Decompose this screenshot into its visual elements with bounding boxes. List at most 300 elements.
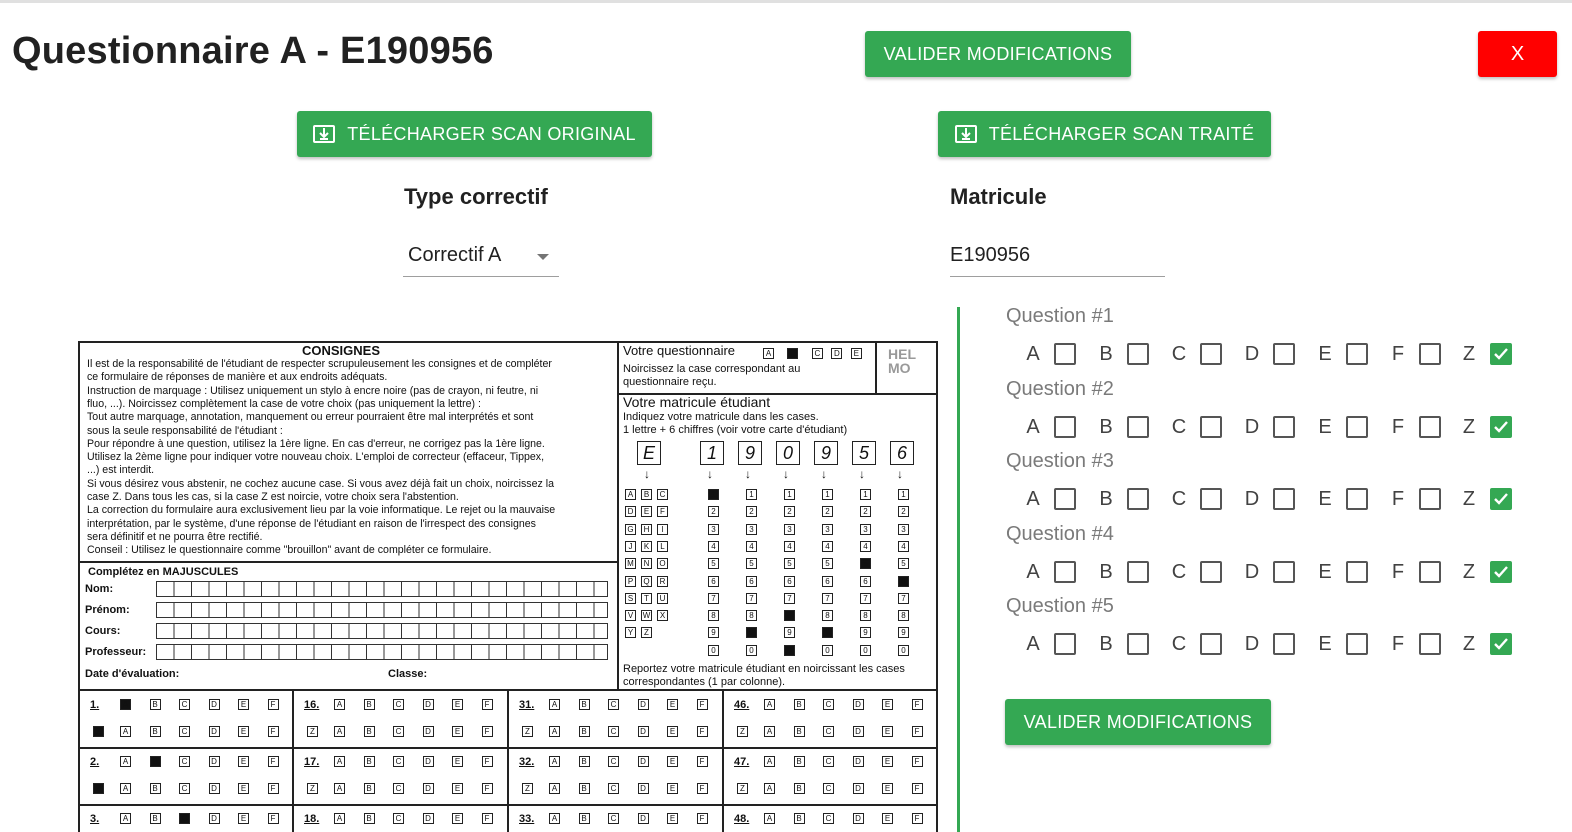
arrow-down-icon: ↓: [821, 467, 827, 481]
scan-digit-box: 1: [708, 489, 719, 500]
scan-digit-box: 8: [860, 610, 871, 621]
scan-answer-box: C: [179, 756, 190, 767]
scan-consignes-line: Utilisez la 2ème ligne pour indiquer votre nouveau choix. L'emploi de correcteur (effaceur, Tippex,: [87, 451, 545, 464]
scan-answer-box: A: [120, 699, 131, 710]
scan-answer-box: B: [364, 783, 375, 794]
scan-digit-box: 0: [860, 645, 871, 656]
scan-answer-box: A: [549, 813, 560, 824]
scan-digit-box: 5: [746, 558, 757, 569]
scan-answer-box: E: [882, 783, 893, 794]
scan-answer-box: F: [268, 726, 279, 737]
scan-answer-box: D: [638, 699, 649, 710]
scan-letter-box: H: [641, 524, 652, 535]
questions-divider: [957, 307, 960, 832]
validate-button-bottom[interactable]: VALIDER MODIFICATIONS: [1005, 699, 1271, 745]
scan-answer-box: C: [393, 783, 404, 794]
scan-answer-box: C: [608, 726, 619, 737]
scan-answer-box: B: [579, 813, 590, 824]
scan-question-number: 18.: [304, 813, 320, 825]
scan-answer-box: E: [667, 699, 678, 710]
option-checkbox[interactable]: [1200, 488, 1222, 510]
scan-digit-box: 5: [898, 558, 909, 569]
download-icon: [955, 124, 977, 144]
scan-digit-box: 1: [784, 489, 795, 500]
scan-answer-box: F: [697, 756, 708, 767]
scan-box: C: [812, 348, 823, 359]
validate-button-top[interactable]: VALIDER MODIFICATIONS: [865, 31, 1131, 77]
close-button[interactable]: X: [1478, 31, 1557, 77]
option-checkbox[interactable]: [1127, 633, 1149, 655]
option-checkbox[interactable]: [1127, 561, 1149, 583]
scan-letter-box: E: [641, 506, 652, 517]
scan-letter-box: R: [657, 576, 668, 587]
scan-digit-box: 9: [860, 627, 871, 638]
scan-letter-box: M: [625, 558, 636, 569]
scan-digit-box: 3: [898, 524, 909, 535]
option-checkbox[interactable]: [1346, 633, 1368, 655]
scan-digit-box: 0: [746, 645, 757, 656]
scan-answer-box: B: [794, 756, 805, 767]
scan-answer-box: F: [912, 783, 923, 794]
option-z: [1460, 487, 1532, 513]
scan-answer-box: F: [912, 699, 923, 710]
check-icon: [1493, 491, 1509, 507]
option-checkbox[interactable]: [1346, 561, 1368, 583]
scan-digit-box: 2: [860, 506, 871, 517]
option-letter: Z: [1462, 488, 1476, 510]
option-letter: A: [1026, 560, 1040, 583]
scan-digit-box: 3: [746, 524, 757, 535]
option-letter: C: [1171, 488, 1187, 510]
scan-answer-box: E: [882, 699, 893, 710]
option-checkbox[interactable]: [1200, 416, 1222, 438]
scan-letter-box: B: [641, 489, 652, 500]
scan-answer-box-z: Z: [307, 726, 318, 737]
scan-answer-box: F: [697, 783, 708, 794]
option-checkbox[interactable]: [1419, 561, 1441, 583]
scan-answer-box: D: [209, 699, 220, 710]
scan-answer-box: C: [608, 756, 619, 767]
arrow-down-icon: ↓: [897, 467, 903, 481]
scan-matricule-hint-2: 1 lettre + 6 chiffres (voir votre carte d'étudiant): [623, 424, 848, 436]
option-letter: A: [1026, 633, 1040, 655]
scan-answer-box: F: [482, 726, 493, 737]
scan-answer-box: D: [423, 756, 434, 767]
top-divider: [0, 0, 1572, 3]
scan-digit-box: 1: [860, 489, 871, 500]
check-icon: [1493, 346, 1509, 362]
option-checkbox[interactable]: [1346, 343, 1368, 365]
option-checkbox[interactable]: [1419, 416, 1441, 438]
option-checkbox[interactable]: [1273, 416, 1295, 438]
option-e: [1316, 415, 1388, 441]
scan-answer-box: C: [823, 756, 834, 767]
option-checkbox[interactable]: [1200, 343, 1222, 365]
option-z: [1460, 632, 1532, 658]
scan-field-label: Nom:: [85, 583, 114, 595]
scan-answer-box: D: [209, 756, 220, 767]
option-checkbox[interactable]: [1490, 416, 1512, 438]
scan-digit-box: 6: [822, 576, 833, 587]
option-checkbox[interactable]: [1490, 633, 1512, 655]
scan-digit-box: 8: [898, 610, 909, 621]
scan-answer-box: C: [823, 726, 834, 737]
scan-digit-box: 6: [784, 576, 795, 587]
option-checkbox[interactable]: [1490, 561, 1512, 583]
scan-digit-box: 3: [708, 524, 719, 535]
option-letter: F: [1391, 560, 1405, 583]
scan-answer-box: A: [120, 783, 131, 794]
check-icon: [1493, 636, 1509, 652]
option-checkbox[interactable]: [1419, 343, 1441, 365]
scan-questionnaire-hint-1: Noircissez la case correspondant au: [623, 363, 801, 375]
scan-digit-box: 3: [784, 524, 795, 535]
question-label: Question #3: [1006, 450, 1114, 472]
scan-digit-box: 1: [898, 489, 909, 500]
option-checkbox[interactable]: [1346, 488, 1368, 510]
scan-digit-box: 9: [898, 627, 909, 638]
arrow-down-icon: ↓: [745, 467, 751, 481]
arrow-down-icon: ↓: [783, 467, 789, 481]
matricule-input[interactable]: [950, 236, 1165, 277]
scan-letter-box: N: [641, 558, 652, 569]
scan-answer-box: A: [120, 756, 131, 767]
option-letter: E: [1318, 488, 1332, 510]
option-letter: B: [1099, 343, 1113, 365]
option-checkbox[interactable]: [1346, 416, 1368, 438]
scan-answer-box: D: [853, 699, 864, 710]
correctif-selected-value: Correctif A: [408, 244, 502, 266]
scan-answer-box: B: [150, 699, 161, 710]
scan-answer-box: A: [120, 813, 131, 824]
option-z: [1460, 560, 1532, 586]
scan-answer-box: A: [120, 726, 131, 737]
option-letter: E: [1318, 560, 1332, 583]
scan-answer-box: D: [209, 783, 220, 794]
scan-field-boxes: [156, 581, 608, 597]
check-icon: [1493, 564, 1509, 580]
scan-answer-box: F: [482, 756, 493, 767]
scan-letter-box: K: [641, 541, 652, 552]
scan-digit-box: 2: [784, 506, 795, 517]
scan-completez: Complétez en MAJUSCULES: [88, 566, 239, 578]
scan-answer-box: F: [697, 726, 708, 737]
question-label: Question #2: [1006, 377, 1114, 400]
option-letter: C: [1171, 633, 1187, 655]
scan-digit-box: 2: [708, 506, 719, 517]
scan-letter-box: F: [657, 506, 668, 517]
scan-answer-box: F: [268, 813, 279, 824]
arrow-down-icon: ↓: [707, 467, 713, 481]
scan-field-label: Cours:: [85, 625, 121, 637]
option-letter: A: [1026, 488, 1040, 510]
scan-answer-box: F: [912, 726, 923, 737]
download-processed-button[interactable]: [938, 111, 1271, 157]
scan-answer-box: D: [853, 726, 864, 737]
option-letter: Z: [1462, 415, 1476, 438]
option-a: [1024, 487, 1096, 513]
scan-question-number: 46.: [734, 699, 750, 711]
option-z: [1460, 342, 1532, 368]
scan-answer-box: A: [334, 756, 345, 767]
scan-digit-box: 5: [708, 558, 719, 569]
check-icon: [1493, 419, 1509, 435]
option-checkbox[interactable]: [1054, 416, 1076, 438]
option-letter: B: [1099, 633, 1113, 655]
scan-answer-box: B: [150, 783, 161, 794]
scan-question-number: 31.: [519, 699, 535, 711]
scan-letter-box: S: [625, 593, 636, 604]
chevron-down-icon: [537, 254, 549, 260]
scan-column-divider: [507, 748, 509, 805]
scan-consignes-line: case Z. Dans tous les cas, si la case Z est noircie, votre choix sera l'abstention.: [87, 491, 459, 503]
scan-answer-box: F: [268, 756, 279, 767]
scan-answer-box: F: [482, 699, 493, 710]
option-checkbox[interactable]: [1490, 488, 1512, 510]
scan-matricule-hint-1: Indiquez votre matricule dans les cases.: [623, 411, 819, 423]
scan-answer-box: B: [794, 783, 805, 794]
scan-digit-box: 7: [822, 593, 833, 604]
scan-digit-box: 0: [898, 645, 909, 656]
scan-answer-box: F: [697, 813, 708, 824]
page-title: Questionnaire A - E190956: [12, 30, 494, 72]
scan-answer-box: A: [549, 699, 560, 710]
scan-digit-box: 0: [784, 645, 795, 656]
scan-answer-box: E: [452, 726, 463, 737]
option-letter: D: [1244, 633, 1260, 655]
scan-consignes-line: sous la seule responsabilité de l'étudiant :: [87, 424, 283, 437]
scan-answer-box: E: [238, 756, 249, 767]
scan-answer-box-z: Z: [522, 783, 533, 794]
option-checkbox[interactable]: [1054, 561, 1076, 583]
scan-digit-box: 6: [708, 576, 719, 587]
scan-box-filled: [787, 348, 798, 359]
scan-letter-box: C: [657, 489, 668, 500]
option-checkbox[interactable]: [1273, 561, 1295, 583]
scan-digit-box: 3: [822, 524, 833, 535]
matricule-value: E190956: [950, 244, 1031, 266]
option-letter: E: [1318, 415, 1332, 438]
scan-answer-box: B: [579, 783, 590, 794]
option-d: [1243, 415, 1315, 441]
option-b: [1097, 560, 1169, 586]
option-f: [1389, 487, 1461, 513]
scan-answer-box: C: [393, 756, 404, 767]
option-e: [1316, 342, 1388, 368]
scan-answer-box: A: [549, 756, 560, 767]
scan-answer-box-z: Z: [93, 726, 104, 737]
option-c: [1170, 487, 1242, 513]
scan-digit-box: 7: [708, 593, 719, 604]
scan-answer-box: B: [579, 756, 590, 767]
scan-digit-box: 4: [860, 541, 871, 552]
scan-digit-box: 0: [708, 645, 719, 656]
scan-answer-box: B: [150, 726, 161, 737]
scan-digit-box: 9: [746, 627, 757, 638]
option-checkbox[interactable]: [1054, 488, 1076, 510]
option-a: [1024, 415, 1096, 441]
option-checkbox[interactable]: [1127, 416, 1149, 438]
scan-answer-box: F: [268, 699, 279, 710]
scan-letter-box: Y: [625, 627, 636, 638]
scan-matricule-char: E: [637, 441, 661, 465]
scan-answer-box: E: [667, 783, 678, 794]
option-letter: C: [1171, 415, 1187, 438]
scan-matricule-char: 9: [814, 441, 838, 465]
scan-digit-box: 8: [746, 610, 757, 621]
scan-answer-box: D: [209, 813, 220, 824]
scan-field-label: Prénom:: [85, 604, 130, 616]
scan-column-divider: [722, 805, 724, 832]
scan-answer-box: F: [482, 783, 493, 794]
scan-question-number: 2.: [90, 756, 100, 768]
scan-digit-box: 8: [822, 610, 833, 621]
scan-classe-label: Classe:: [388, 668, 428, 680]
scan-matricule-char: 1: [700, 441, 724, 465]
option-letter: C: [1171, 560, 1187, 583]
scan-answer-box: E: [238, 726, 249, 737]
option-checkbox[interactable]: [1054, 633, 1076, 655]
option-f: [1389, 342, 1461, 368]
scan-question-number: 48.: [734, 813, 750, 825]
option-a: [1024, 632, 1096, 658]
option-d: [1243, 560, 1315, 586]
scan-report-hint-1: Reportez votre matricule étudiant en noircissant les cases: [623, 663, 905, 675]
scan-answer-box: C: [823, 699, 834, 710]
scan-answer-box: D: [423, 699, 434, 710]
option-letter: Z: [1462, 343, 1476, 365]
option-letter: A: [1026, 343, 1040, 365]
correctif-select[interactable]: [403, 236, 559, 277]
scan-answer-box: E: [667, 813, 678, 824]
scan-digit-box: 6: [746, 576, 757, 587]
scan-answer-box: A: [334, 783, 345, 794]
scan-answer-box: C: [393, 699, 404, 710]
scan-answer-box: B: [794, 726, 805, 737]
option-letter: D: [1244, 343, 1260, 365]
scan-date-label: Date d'évaluation:: [85, 668, 180, 680]
scan-column-divider: [722, 691, 724, 748]
option-checkbox[interactable]: [1200, 561, 1222, 583]
scan-answer-box-z: Z: [93, 783, 104, 794]
scan-image: [70, 333, 950, 832]
scan-questionnaire-boxes: [763, 345, 862, 363]
option-c: [1170, 415, 1242, 441]
scan-digit-box: 1: [822, 489, 833, 500]
scan-answer-box: D: [853, 783, 864, 794]
scan-digit-box: 4: [822, 541, 833, 552]
scan-consignes-line: fluo, ...). Noircissez complètement la case de votre choix (pas uniquement la lettre) :: [87, 397, 481, 410]
option-letter: F: [1391, 633, 1405, 655]
scan-field-boxes: [156, 644, 608, 660]
scan-answer-box: E: [667, 726, 678, 737]
scan-answer-box: C: [823, 813, 834, 824]
option-checkbox[interactable]: [1127, 343, 1149, 365]
option-e: [1316, 487, 1388, 513]
option-checkbox[interactable]: [1490, 343, 1512, 365]
scan-answer-box: A: [764, 783, 775, 794]
option-checkbox[interactable]: [1273, 488, 1295, 510]
scan-digit-box: 4: [746, 541, 757, 552]
option-letter: E: [1318, 343, 1332, 365]
scan-consignes-line: Si vous désirez vous abstenir, ne cochez aucune case. Si vous avez déjà fait un choix, noircissez la: [87, 477, 554, 490]
scan-question-number: 17.: [304, 756, 320, 768]
download-processed-label: TÉLÉCHARGER SCAN TRAITÉ: [988, 123, 1255, 144]
scan-answer-box-z: Z: [307, 783, 318, 794]
scan-question-number: 1.: [90, 699, 100, 711]
option-checkbox[interactable]: [1127, 488, 1149, 510]
question-label: Question #1: [1006, 305, 1114, 327]
scan-answer-box: C: [179, 699, 190, 710]
scan-digit-box: 2: [822, 506, 833, 517]
scan-consignes-line: sera définitif et ne pourra être rectifié.: [87, 530, 263, 543]
scan-digit-box: 9: [822, 627, 833, 638]
scan-answer-box: B: [794, 699, 805, 710]
scan-answer-box: A: [764, 726, 775, 737]
scan-digit-box: 5: [860, 558, 871, 569]
scan-answer-box: E: [238, 813, 249, 824]
scan-letter-box: X: [657, 610, 668, 621]
scan-answer-box-z: Z: [737, 726, 748, 737]
scan-answer-box: E: [882, 726, 893, 737]
option-letter: D: [1244, 488, 1260, 510]
option-checkbox[interactable]: [1419, 488, 1441, 510]
scan-consignes-line: Instruction de marquage : Utilisez uniquement un stylo à encre noire (pas de crayon, ni feutre, ni: [87, 384, 539, 397]
download-original-button[interactable]: [297, 111, 652, 157]
scan-answer-box: F: [912, 756, 923, 767]
scan-answer-box-z: Z: [522, 726, 533, 737]
scan-answer-box: C: [608, 813, 619, 824]
scan-answer-box: C: [179, 726, 190, 737]
option-checkbox[interactable]: [1200, 633, 1222, 655]
scan-digit-box: 0: [822, 645, 833, 656]
scan-matricule-char: 0: [776, 441, 800, 465]
scan-matricule-char: 5: [852, 441, 876, 465]
scan-column-divider: [292, 805, 294, 832]
option-checkbox[interactable]: [1273, 633, 1295, 655]
option-letter: Z: [1462, 633, 1476, 655]
scan-letter-box: D: [625, 506, 636, 517]
scan-digit-box: 9: [784, 627, 795, 638]
scan-question-number: 47.: [734, 756, 750, 768]
scan-answer-box: E: [452, 756, 463, 767]
scan-digit-box: 7: [784, 593, 795, 604]
option-checkbox[interactable]: [1419, 633, 1441, 655]
scan-answer-box: C: [608, 783, 619, 794]
scan-box: D: [831, 348, 842, 359]
scan-letter-box: W: [642, 611, 651, 621]
scan-answer-box: E: [882, 756, 893, 767]
scan-answer-box: A: [764, 756, 775, 767]
scan-column-divider: [722, 748, 724, 805]
arrow-down-icon: ↓: [644, 467, 650, 481]
scan-answer-box: E: [452, 699, 463, 710]
option-letter: B: [1099, 560, 1113, 583]
option-f: [1389, 415, 1461, 441]
scan-votre-questionnaire: Votre questionnaire: [623, 343, 736, 358]
scan-letter-box: O: [657, 558, 668, 569]
scan-consignes-line: ce formulaire de réponses de manière et aux endroits adéquats.: [87, 371, 388, 384]
option-checkbox[interactable]: [1054, 343, 1076, 365]
option-f: [1389, 560, 1461, 586]
option-letter: F: [1391, 488, 1405, 510]
option-checkbox[interactable]: [1273, 343, 1295, 365]
scan-answer-box: A: [334, 813, 345, 824]
scan-answer-box: D: [423, 813, 434, 824]
scan-letter-box: I: [657, 524, 668, 535]
scan-answer-box: F: [268, 783, 279, 794]
option-letter: B: [1099, 488, 1113, 510]
